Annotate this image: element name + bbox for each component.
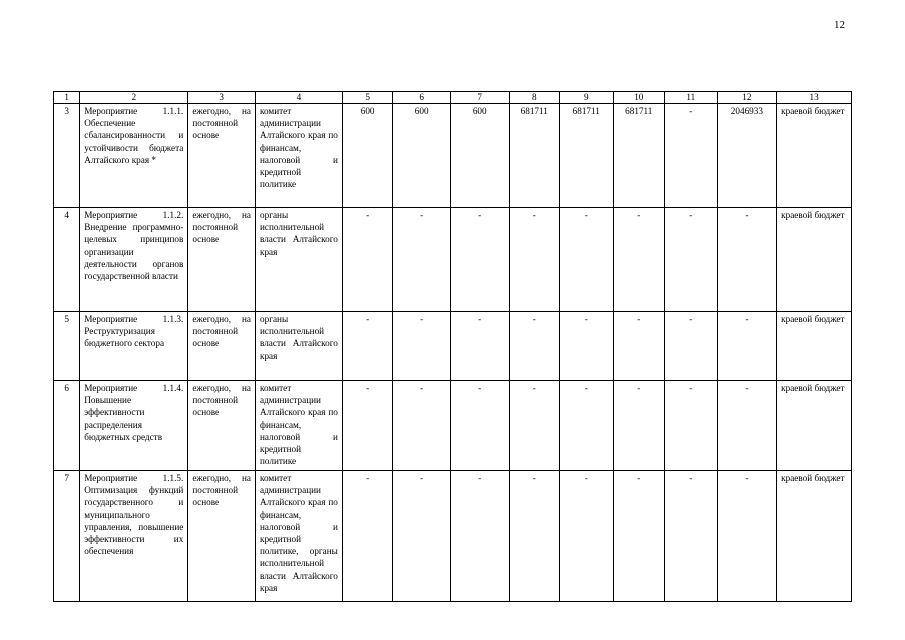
page-number: 12 bbox=[834, 19, 845, 31]
value-cell: - bbox=[450, 312, 509, 381]
period: ежегодно, на постоянной основе bbox=[188, 208, 256, 312]
value-cell: - bbox=[450, 208, 509, 312]
header-cell: 13 bbox=[777, 92, 852, 104]
value-cell: - bbox=[342, 208, 393, 312]
value-cell: - bbox=[342, 312, 393, 381]
executor: органы исполнительной власти Алтайского края bbox=[256, 312, 343, 381]
activity-name: Мероприятие 1.1.5. Оптимизация функций государственного и муниципального управления, повышение эффективности их обеспечения bbox=[80, 471, 188, 602]
header-cell: 1 bbox=[54, 92, 80, 104]
period: ежегодно, на постоянной основе bbox=[188, 381, 256, 471]
value-cell: - bbox=[342, 381, 393, 471]
executor: комитет администрации Алтайского края по финансам, налоговой и кредитной политике, органы исполнительной власти Алтайского края bbox=[256, 471, 343, 602]
value-cell: 681711 bbox=[613, 104, 665, 208]
table-row bbox=[54, 471, 852, 602]
value-cell: - bbox=[613, 208, 665, 312]
value-cell: 681711 bbox=[509, 104, 560, 208]
activity-name: Мероприятие 1.1.2. Внедрение программно-целевых принципов организации деятельности органов государственной власти bbox=[80, 208, 188, 312]
row-number: 4 bbox=[54, 208, 80, 312]
header-cell: 5 bbox=[342, 92, 393, 104]
period: ежегодно, на постоянной основе bbox=[188, 471, 256, 602]
header-cell: 7 bbox=[450, 92, 509, 104]
value-cell: - bbox=[665, 381, 718, 471]
activity-name: Мероприятие 1.1.4. Повышение эффективности распределения бюджетных средств bbox=[80, 381, 188, 471]
funding-source: краевой бюджет bbox=[777, 471, 852, 602]
table-header-row bbox=[54, 92, 852, 104]
value-cell: - bbox=[717, 471, 777, 602]
value-cell: - bbox=[509, 471, 560, 602]
value-cell: - bbox=[393, 471, 451, 602]
value-cell: - bbox=[393, 381, 451, 471]
value-cell: - bbox=[717, 312, 777, 381]
value-cell: - bbox=[509, 381, 560, 471]
funding-source: краевой бюджет bbox=[777, 381, 852, 471]
value-cell: - bbox=[509, 312, 560, 381]
table-row bbox=[54, 104, 852, 208]
value-cell: - bbox=[665, 312, 718, 381]
value-cell: - bbox=[393, 208, 451, 312]
row-number: 6 bbox=[54, 381, 80, 471]
header-cell: 11 bbox=[665, 92, 718, 104]
value-cell: - bbox=[450, 471, 509, 602]
value-cell: - bbox=[450, 381, 509, 471]
value-cell: - bbox=[717, 381, 777, 471]
header-cell: 4 bbox=[256, 92, 343, 104]
activity-name: Мероприятие 1.1.1. Обеспечение сбалансированности и устойчивости бюджета Алтайского края * bbox=[80, 104, 188, 208]
value-cell: - bbox=[560, 208, 614, 312]
value-cell: 600 bbox=[393, 104, 451, 208]
value-cell: - bbox=[665, 104, 718, 208]
value-cell: - bbox=[613, 471, 665, 602]
header-cell: 2 bbox=[80, 92, 188, 104]
value-cell: - bbox=[393, 312, 451, 381]
executor: комитет администрации Алтайского края по финансам, налоговой и кредитной политике bbox=[256, 381, 343, 471]
funding-source: краевой бюджет bbox=[777, 208, 852, 312]
value-cell: - bbox=[613, 312, 665, 381]
value-cell: - bbox=[560, 381, 614, 471]
value-cell: 600 bbox=[342, 104, 393, 208]
row-number: 7 bbox=[54, 471, 80, 602]
value-cell: 681711 bbox=[560, 104, 614, 208]
period: ежегодно, на постоянной основе bbox=[188, 104, 256, 208]
period: ежегодно, на постоянной основе bbox=[188, 312, 256, 381]
funding-source: краевой бюджет bbox=[777, 312, 852, 381]
funding-source: краевой бюджет bbox=[777, 104, 852, 208]
header-cell: 9 bbox=[560, 92, 614, 104]
program-activities-table bbox=[53, 91, 852, 602]
executor: органы исполнительной власти Алтайского края bbox=[256, 208, 343, 312]
row-number: 5 bbox=[54, 312, 80, 381]
value-cell: - bbox=[665, 471, 718, 602]
value-cell: - bbox=[560, 471, 614, 602]
header-cell: 8 bbox=[509, 92, 560, 104]
header-cell: 10 bbox=[613, 92, 665, 104]
header-cell: 3 bbox=[188, 92, 256, 104]
value-cell: - bbox=[509, 208, 560, 312]
row-number: 3 bbox=[54, 104, 80, 208]
value-cell: - bbox=[717, 208, 777, 312]
value-cell: 2046933 bbox=[717, 104, 777, 208]
value-cell: - bbox=[613, 381, 665, 471]
value-cell: 600 bbox=[450, 104, 509, 208]
value-cell: - bbox=[560, 312, 614, 381]
activity-name: Мероприятие 1.1.3. Реструктуризация бюджетного сектора bbox=[80, 312, 188, 381]
header-cell: 12 bbox=[717, 92, 777, 104]
value-cell: - bbox=[665, 208, 718, 312]
table-row bbox=[54, 312, 852, 381]
table-row bbox=[54, 381, 852, 471]
executor: комитет администрации Алтайского края по финансам, налоговой и кредитной политике bbox=[256, 104, 343, 208]
header-cell: 6 bbox=[393, 92, 451, 104]
table-row bbox=[54, 208, 852, 312]
value-cell: - bbox=[342, 471, 393, 602]
